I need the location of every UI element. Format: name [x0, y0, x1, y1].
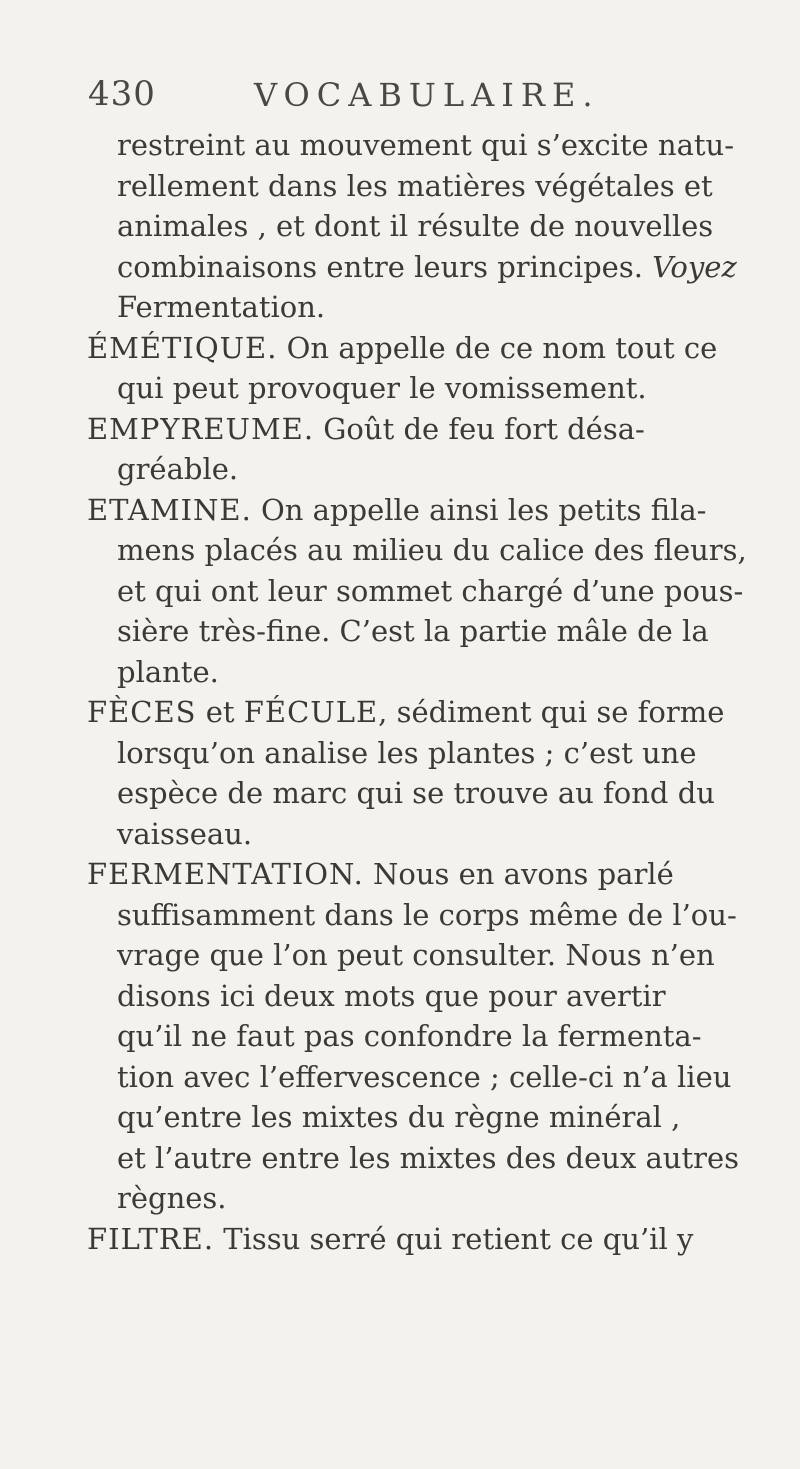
entry-headword-2: FÉCULE	[243, 695, 379, 729]
text-line: vaisseau.	[117, 816, 253, 851]
text-line: vrage que l’on peut consulter. Nous n’en	[117, 938, 715, 972]
text-line: lorsqu’on analise les plantes ; c’est une	[117, 735, 697, 770]
page-header	[88, 74, 708, 122]
entry-etamine: ETAMINE. On appelle ainsi les petits fila-	[87, 492, 707, 527]
entry-headword: ÉMÉTIQUE.	[87, 330, 278, 365]
text-line: tion avec l’effervescence ; celle-ci n’a lieu	[117, 1059, 732, 1094]
text-line: qui peut provoquer le vomissement.	[117, 371, 647, 405]
entry-headword: ETAMINE.	[87, 492, 252, 527]
cross-reference: Voyez	[652, 249, 737, 284]
text-line: suffisamment dans le corps même de l’ou-	[117, 897, 737, 932]
text-line: Fermentation.	[117, 290, 326, 324]
entry-headword: FERMENTATION.	[87, 857, 364, 891]
entry-empyreume: EMPYREUME. Goût de feu fort désa-	[87, 411, 645, 446]
entry-headword: FILTRE.	[87, 1221, 215, 1256]
text-line: animales , et dont il résulte de nouvelles	[117, 209, 714, 243]
text-line: et l’autre entre les mixtes des deux autres	[117, 1140, 740, 1175]
entry-fermentation: FERMENTATION. Nous en avons parlé	[87, 857, 674, 891]
text-line: sière très-fine. C’est la partie mâle de la	[117, 614, 709, 648]
entry-filtre: FILTRE. Tissu serré qui retient ce qu’il y	[87, 1221, 694, 1256]
glossary-text	[87, 125, 747, 1259]
text-line: et qui ont leur sommet chargé d’une pous-	[117, 573, 744, 608]
entry-headword: FÈCES	[87, 695, 197, 729]
text-line: plante.	[117, 654, 219, 689]
page-number: 430	[88, 74, 156, 114]
text-line: espèce de marc qui se trouve au fond du	[117, 776, 715, 810]
running-title: VOCABULAIRE.	[254, 76, 600, 114]
text-line: règnes.	[117, 1181, 227, 1215]
entry-emetique: ÉMÉTIQUE. On appelle de ce nom tout ce	[87, 330, 718, 365]
text-line: rellement dans les matières végétales et	[117, 168, 713, 203]
entry-feces: FÈCES et FÉCULE, sédiment qui se forme	[87, 695, 725, 729]
text-line: qu’entre les mixtes du règne minéral ,	[117, 1100, 681, 1134]
text-line: gréable.	[117, 452, 239, 486]
text-line: restreint au mouvement qui s’excite natu-	[117, 128, 734, 162]
entry-headword: EMPYREUME.	[87, 411, 315, 446]
text-line: combinaisons entre leurs principes. Voyez	[117, 249, 737, 284]
text-line: disons ici deux mots que pour avertir	[117, 978, 666, 1013]
text-line: qu’il ne faut pas confondre la fermenta-	[117, 1019, 702, 1053]
text-line: mens placés au milieu du calice des fleurs,	[117, 533, 747, 567]
